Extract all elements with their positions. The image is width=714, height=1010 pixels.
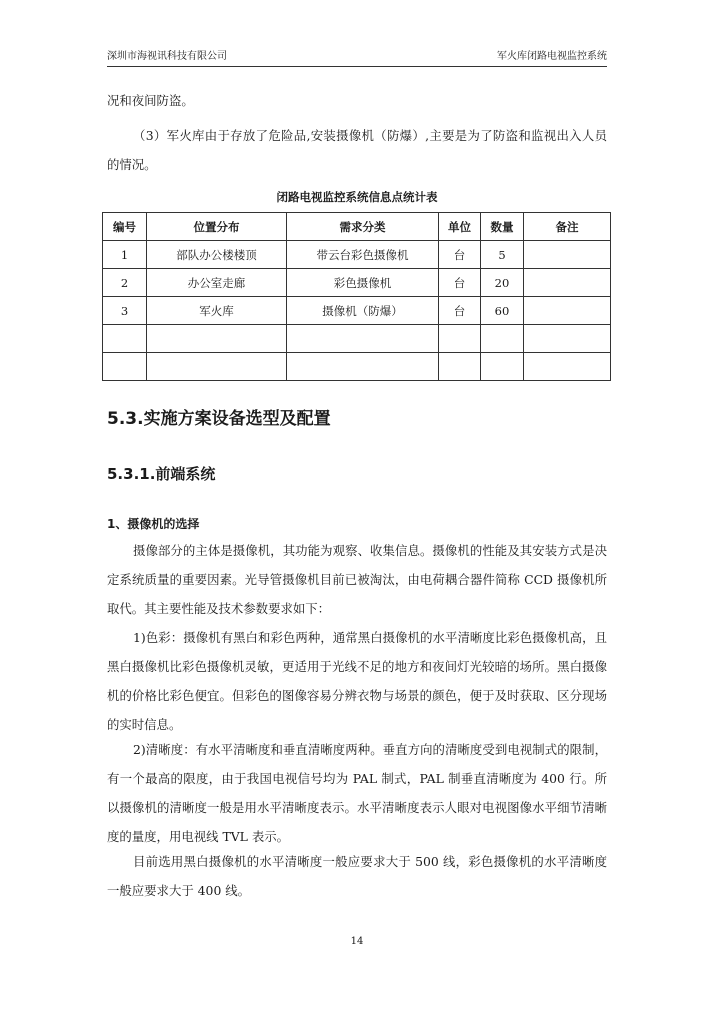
table-cell: 摄像机（防爆） bbox=[287, 297, 439, 325]
page-number: 14 bbox=[350, 936, 364, 947]
col-header: 需求分类 bbox=[287, 213, 439, 241]
table-cell: 3 bbox=[103, 297, 147, 325]
header-company: 深圳市海视讯科技有限公司 bbox=[107, 51, 227, 62]
table-cell bbox=[524, 353, 611, 381]
col-header: 位置分布 bbox=[147, 213, 287, 241]
page-header bbox=[107, 50, 607, 67]
table-cell bbox=[287, 325, 439, 353]
table-cell bbox=[481, 325, 524, 353]
table-cell: 台 bbox=[439, 297, 481, 325]
paragraph-continued: 况和夜间防盗。 bbox=[107, 93, 194, 108]
paragraph-armory: （3）军火库由于存放了危险品,安装摄像机（防爆）,主要是为了防盗和监视出入人员的情况。 bbox=[107, 128, 607, 172]
col-header: 单位 bbox=[439, 213, 481, 241]
col-header: 备注 bbox=[524, 213, 611, 241]
subsection-heading: 5.3.1.前端系统 bbox=[107, 465, 216, 483]
table-cell bbox=[524, 297, 611, 325]
table-cell: 2 bbox=[103, 269, 147, 297]
table-cell: 60 bbox=[481, 297, 524, 325]
table-cell bbox=[524, 269, 611, 297]
table-row bbox=[103, 297, 611, 325]
table-cell bbox=[103, 353, 147, 381]
header-system-title: 军火库闭路电视监控系统 bbox=[497, 51, 607, 62]
table-caption: 闭路电视监控系统信息点统计表 bbox=[276, 190, 438, 204]
item-heading: 1、摄像机的选择 bbox=[107, 517, 200, 531]
paragraph-camera-intro: 摄像部分的主体是摄像机，其功能为观察、收集信息。摄像机的性能及其安装方式是决定系统质量的重要因素。光导管摄像机目前已被淘汰，由电荷耦合器件简称 CCD 摄像机所取代。其主要性能及技术参数要求如下： bbox=[107, 543, 607, 616]
table-cell: 台 bbox=[439, 269, 481, 297]
table-cell bbox=[524, 241, 611, 269]
table-cell: 彩色摄像机 bbox=[287, 269, 439, 297]
table-cell: 办公室走廊 bbox=[147, 269, 287, 297]
col-header: 数量 bbox=[481, 213, 524, 241]
table-row bbox=[103, 325, 611, 353]
table-row bbox=[103, 241, 611, 269]
table-cell: 1 bbox=[103, 241, 147, 269]
table-cell bbox=[481, 353, 524, 381]
table-cell bbox=[147, 325, 287, 353]
table-row bbox=[103, 353, 611, 381]
col-header: 编号 bbox=[103, 213, 147, 241]
table-row bbox=[103, 269, 611, 297]
paragraph-resolution: 2)清晰度：有水平清晰度和垂直清晰度两种。垂直方向的清晰度受到电视制式的限制，有一个最高的限度，由于我国电视信号均为 PAL 制式，PAL 制垂直清晰度为 400 行。所以摄像机的清晰度一般是用水平清晰度表示。水平清晰度表示人眼对电视图像水平细节清晰度的量度，用电视线 TVL 表示。 bbox=[107, 742, 607, 844]
table-cell bbox=[524, 325, 611, 353]
table-cell: 5 bbox=[481, 241, 524, 269]
section-heading: 5.3.实施方案设备选型及配置 bbox=[107, 409, 331, 429]
info-point-table bbox=[102, 212, 611, 381]
table-cell: 部队办公楼楼顶 bbox=[147, 241, 287, 269]
table-cell: 带云台彩色摄像机 bbox=[287, 241, 439, 269]
paragraph-color: 1)色彩：摄像机有黑白和彩色两种，通常黑白摄像机的水平清晰度比彩色摄像机高，且黑白摄像机比彩色摄像机灵敏，更适用于光线不足的地方和夜间灯光较暗的场所。黑白摄像机的价格比彩色便宜。但彩色的图像容易分辨衣物与场景的颜色，便于及时获取、区分现场的实时信息。 bbox=[107, 630, 607, 732]
table-cell: 20 bbox=[481, 269, 524, 297]
table-cell bbox=[439, 325, 481, 353]
table-cell bbox=[439, 353, 481, 381]
table-cell bbox=[147, 353, 287, 381]
table-header-row bbox=[103, 213, 611, 241]
paragraph-current-selection: 目前选用黑白摄像机的水平清晰度一般应要求大于 500 线，彩色摄像机的水平清晰度一般应要求大于 400 线。 bbox=[107, 854, 607, 898]
table-cell: 台 bbox=[439, 241, 481, 269]
table-cell bbox=[103, 325, 147, 353]
table-cell: 军火库 bbox=[147, 297, 287, 325]
table-cell bbox=[287, 353, 439, 381]
